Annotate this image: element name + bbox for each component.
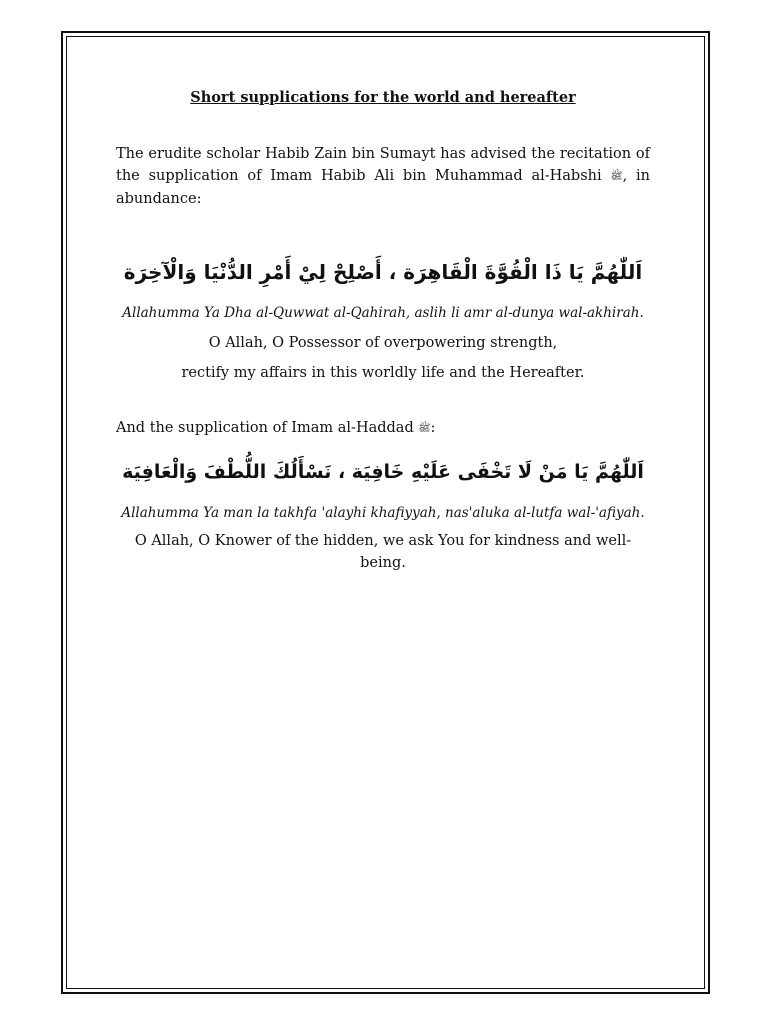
dua-1-arabic: اَللّٰهُمَّ يَا ذَا الْقُوَّةَ الْقَاهِرَة ، أَصْلِحْ لِيْ أَمْرِ الدُّنْيَا وَالْآخِرَة	[123, 260, 643, 284]
honorific-glyph-2: ﷺ	[418, 423, 431, 434]
intro-tail-2: :	[430, 420, 436, 436]
intro-tail-1: , in abundance:	[116, 168, 651, 207]
intro-paragraph-2	[116, 417, 650, 440]
intro-paragraph-1	[116, 143, 650, 210]
document-body	[116, 86, 650, 574]
intro-text-2: And the supplication of Imam al-Haddad	[116, 420, 414, 436]
dua-2-transliteration: Allahumma Ya man la takhfa 'alayhi khafiyyah, nas'aluka al-lutfa wal-'afiyah.	[121, 505, 645, 521]
intro-text-1: The erudite scholar Habib Zain bin Sumayt has advised the recitation of the supplication of Imam Habib Ali bin Muhammad al-Habshi	[116, 146, 650, 184]
dua-1-translation-line-1: O Allah, O Possessor of overpowering strength,	[208, 335, 558, 351]
dua-1-translation-line-2: rectify my affairs in this worldly life and the Hereafter.	[181, 365, 585, 381]
honorific-glyph-1: ﷺ	[610, 171, 623, 182]
page-title: Short supplications for the world and hereafter	[190, 89, 576, 106]
dua-2-translation: O Allah, O Knower of the hidden, we ask You for kindness and well-being.	[134, 533, 632, 571]
dua-2-arabic: اَللّٰهُمَّ يَا مَنْ لَا تَخْفَى عَلَيْهِ خَافِيَة ، نَسْأَلُكَ اللُّطْفَ وَالْعَافِيَة	[122, 461, 644, 483]
dua-1-transliteration: Allahumma Ya Dha al-Quwwat al-Qahirah, aslih li amr al-dunya wal-akhirah.	[122, 305, 644, 321]
